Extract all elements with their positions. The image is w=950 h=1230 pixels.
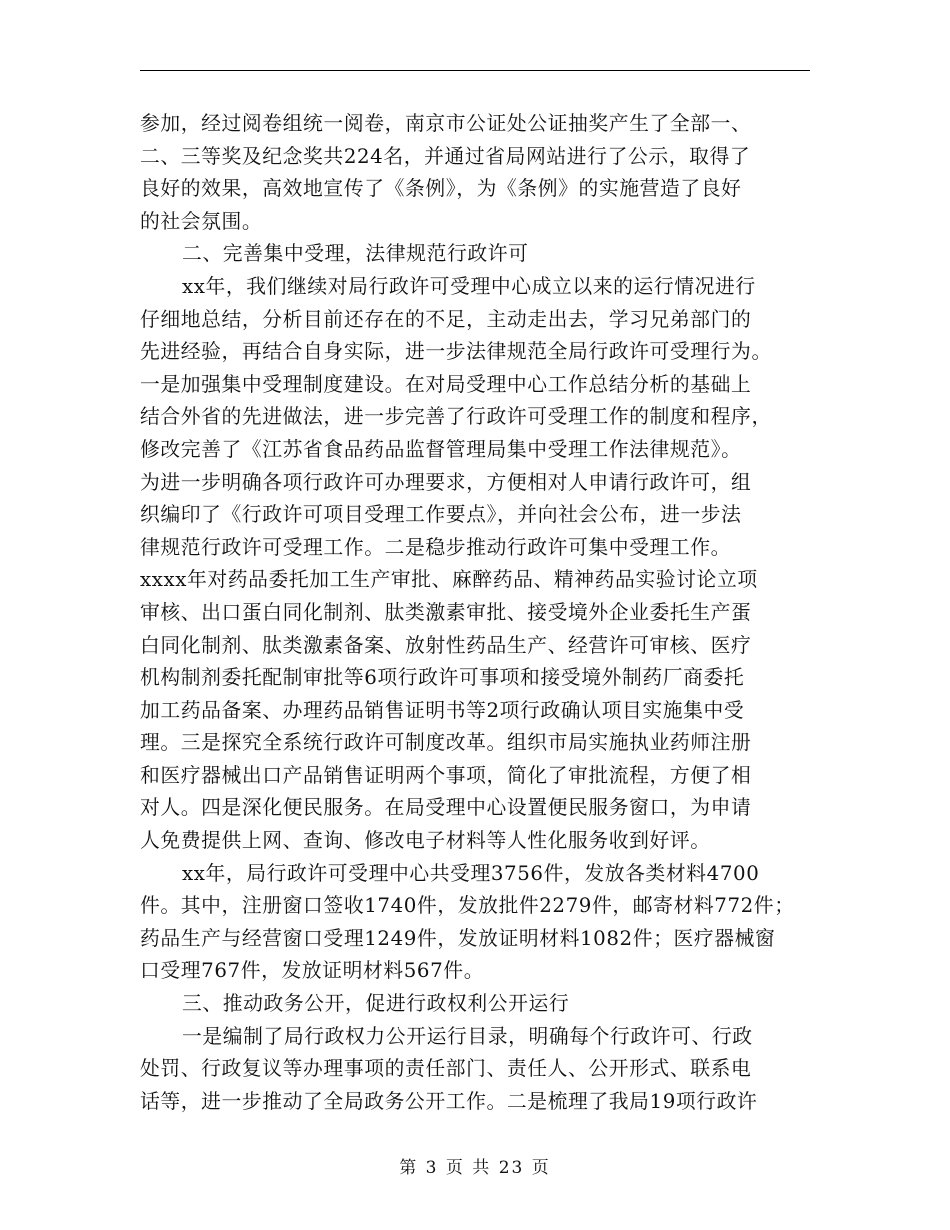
- text-line: 一是加强集中受理制度建设。在对局受理中心工作总结分析的基础上: [140, 372, 752, 396]
- text-line: 一是编制了局行政权力公开运行目录，明确每个行政许可、行政: [182, 1024, 753, 1048]
- text-line: 和医疗器械出口产品销售证明两个事项，简化了审批流程，方便了相: [140, 763, 752, 787]
- text-line: 二、三等奖及纪念奖共224名，并通过省局网站进行了公示，取得了: [140, 144, 751, 168]
- text-line: 三、推动政务公开，促进行政权利公开运行: [182, 992, 570, 1016]
- text-line: 话等，进一步推动了全局政务公开工作。二是梳理了我局19项行政许: [140, 1089, 758, 1113]
- text-line: 为进一步明确各项行政许可办理要求，方便相对人申请行政许可，组: [140, 470, 752, 494]
- text-line: 结合外省的先进做法，进一步完善了行政许可受理工作的制度和程序，: [140, 405, 772, 429]
- page-footer: 第 3 页 共 23 页: [399, 1158, 551, 1178]
- text-line: 仔细地总结，分析目前还存在的不足，主动走出去，学习兄弟部门的: [140, 307, 752, 331]
- text-line: xx年，我们继续对局行政许可受理中心成立以来的运行情况进行: [182, 274, 756, 298]
- text-line: 口受理767件，发放证明材料567件。: [140, 959, 485, 983]
- text-line: 的社会氛围。: [140, 209, 263, 233]
- text-line: 律规范行政许可受理工作。二是稳步推动行政许可集中受理工作。: [140, 535, 732, 559]
- text-line: xx年，局行政许可受理中心共受理3756件，发放各类材料4700: [182, 861, 760, 885]
- document-body: [140, 108, 810, 1118]
- text-line: 对人。四是深化便民服务。在局受理中心设置便民服务窗口，为申请: [140, 796, 752, 820]
- text-line: 机构制剂委托配制审批等6项行政许可事项和接受境外制药厂商委托: [140, 666, 745, 690]
- text-line: 先进经验，再结合自身实际，进一步法律规范全局行政许可受理行为。: [140, 340, 772, 364]
- text-line: 修改完善了《江苏省食品药品监督管理局集中受理工作法律规范》。: [140, 437, 742, 461]
- text-line: 理。三是探究全系统行政许可制度改革。组织市局实施执业药师注册: [140, 731, 752, 755]
- text-line: 良好的效果，高效地宣传了《条例》，为《条例》的实施营造了良好: [140, 177, 742, 201]
- text-line: 处罚、行政复议等办理事项的责任部门、责任人、公开形式、联系电: [140, 1057, 752, 1081]
- header-rule: [140, 70, 810, 71]
- text-line: 件。其中，注册窗口签收1740件，发放批件2279件，邮寄材料772件；: [140, 894, 795, 918]
- text-line: 人免费提供上网、查询、修改电子材料等人性化服务收到好评。: [140, 829, 711, 853]
- text-line: 白同化制剂、肽类激素备案、放射性药品生产、经营许可审核、医疗: [140, 633, 752, 657]
- text-line: 审核、出口蛋白同化制剂、肽类激素审批、接受境外企业委托生产蛋: [140, 600, 752, 624]
- text-line: 加工药品备案、办理药品销售证明书等2项行政确认项目实施集中受: [140, 698, 745, 722]
- text-line: 二、完善集中受理，法律规范行政许可: [182, 242, 529, 266]
- text-line: xxxx年对药品委托加工生产审批、麻醉药品、精神药品实验讨论立项: [140, 568, 758, 592]
- text-line: 织编印了《行政许可项目受理工作要点》，并向社会公布，进一步法: [140, 503, 742, 527]
- text-line: 药品生产与经营窗口受理1249件，发放证明材料1082件；医疗器械窗: [140, 926, 776, 950]
- text-line: 参加，经过阅卷组统一阅卷，南京市公证处公证抽奖产生了全部一、: [140, 112, 752, 135]
